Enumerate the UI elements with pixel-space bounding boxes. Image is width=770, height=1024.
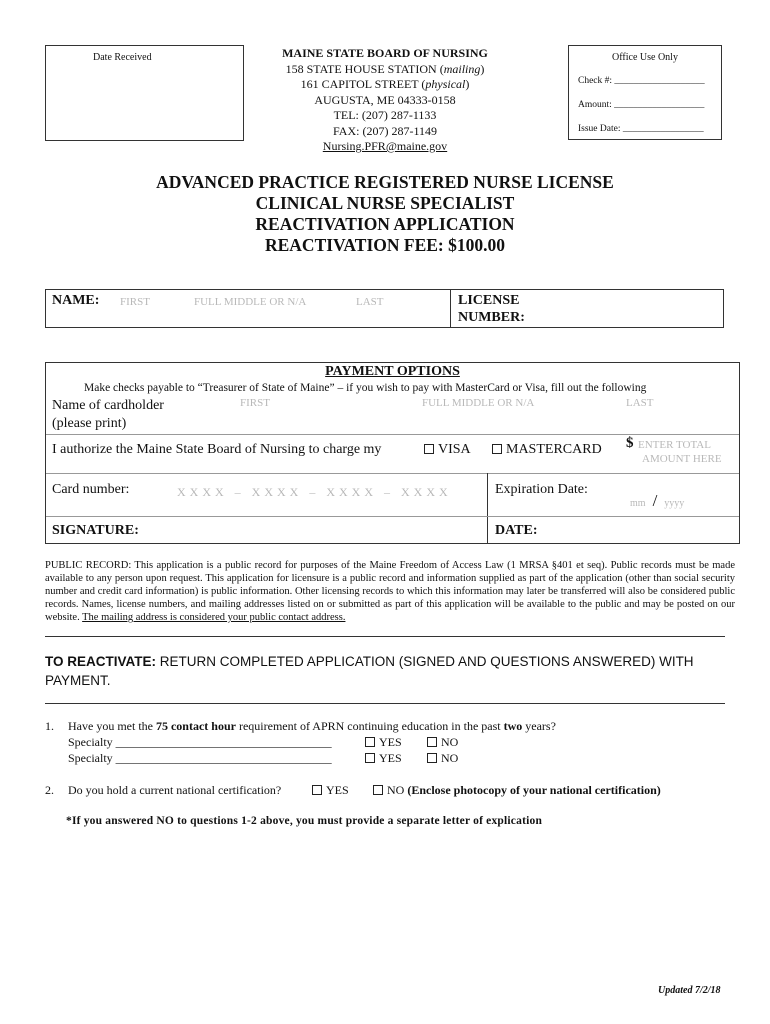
title-line-3: REACTIVATION APPLICATION <box>255 214 515 234</box>
specialty-2-yes-checkbox[interactable]: YES <box>365 751 402 766</box>
divider-top <box>45 636 725 637</box>
reactivation-fee: REACTIVATION FEE: $100.00 <box>264 235 505 255</box>
expiration-label: Expiration Date: <box>495 482 588 497</box>
dollar-sign: $ <box>626 435 634 451</box>
reactivate-instructions: TO REACTIVATE: RETURN COMPLETED APPLICATION (SIGNED AND QUESTIONS ANSWERED) WITH PAYMENT. <box>45 654 694 688</box>
card-number-label: Card number: <box>52 482 130 497</box>
certification-note: (Enclose photocopy of your national certification) <box>407 783 661 797</box>
cardholder-first-input[interactable]: FIRST <box>240 397 270 409</box>
telephone: TEL: (207) 287-1133 <box>333 108 437 122</box>
visa-checkbox-box[interactable] <box>424 444 434 454</box>
license-divider <box>450 290 451 327</box>
question-2-yes-checkbox[interactable]: YES <box>312 783 349 798</box>
title-line-1: ADVANCED PRACTICE REGISTERED NURSE LICENSE <box>156 172 614 192</box>
total-amount-input[interactable]: ENTER TOTAL AMOUNT HERE <box>638 439 722 465</box>
exp-year: yyyy <box>664 498 685 509</box>
address-city: AUGUSTA, ME 04333-0158 <box>314 92 456 107</box>
email-link[interactable]: Nursing.PFR@maine.gov <box>322 139 448 153</box>
office-use-title: Office Use Only <box>612 52 678 63</box>
visa-checkbox[interactable] <box>424 442 471 458</box>
row-divider-1 <box>46 434 739 435</box>
board-name: MAINE STATE BOARD OF NURSING <box>282 46 488 60</box>
payment-instructions: Make checks payable to “Treasurer of State of Maine” – if you wish to pay with MasterCard or Visa, fill out the following <box>84 382 647 394</box>
form-title <box>40 172 730 256</box>
name-label: NAME: <box>52 293 100 308</box>
title-line-2: CLINICAL NURSE SPECIALIST <box>255 193 515 213</box>
specialty-1-input[interactable]: Specialty ____________________________________ <box>68 735 332 749</box>
question-1-number: 1. <box>45 719 54 733</box>
cardholder-middle-input[interactable]: FULL MIDDLE OR N/A <box>422 397 535 409</box>
divider-bottom <box>45 703 725 704</box>
specialty-1-yes-checkbox[interactable]: YES <box>365 735 402 750</box>
expiration-divider <box>487 473 488 543</box>
card-number-input[interactable]: X X X X – X X X X – X X X X – X X X X <box>177 485 449 499</box>
mastercard-checkbox[interactable] <box>492 442 602 458</box>
expiration-date-input[interactable] <box>630 491 684 511</box>
specialty-2-no-checkbox[interactable]: NO <box>427 751 458 766</box>
cardholder-label: Name of cardholder (please print) <box>52 398 164 431</box>
amount-field: Amount: ___________________ <box>578 100 705 110</box>
mastercard-label: MASTERCARD <box>506 442 602 457</box>
question-2-no-checkbox[interactable]: NO (Enclose photocopy of your national certification) <box>373 783 661 798</box>
board-address <box>255 46 515 155</box>
question-1-text: Have you met the 75 contact hour requirement of APRN continuing education in the past two years? <box>68 719 556 733</box>
date-input[interactable] <box>546 519 731 541</box>
cardholder-last-input[interactable]: LAST <box>626 397 654 409</box>
license-number-input[interactable] <box>536 294 716 324</box>
authorize-text: I authorize the Maine State Board of Nursing to charge my <box>52 442 382 457</box>
question-2-number: 2. <box>45 783 54 797</box>
license-number-label: LICENSE NUMBER: <box>458 293 525 325</box>
issue-date-field: Issue Date: _________________ <box>578 124 704 134</box>
name-last-input[interactable]: LAST <box>356 296 384 308</box>
mastercard-checkbox-box[interactable] <box>492 444 502 454</box>
row-divider-3 <box>46 516 739 517</box>
date-label: DATE: <box>495 523 538 538</box>
office-use-box <box>568 45 722 140</box>
visa-label: VISA <box>438 442 471 457</box>
name-first-input[interactable]: FIRST <box>120 296 150 308</box>
exp-slash: / <box>652 491 658 510</box>
footnote: *If you answered NO to questions 1-2 above, you must provide a separate letter of explication <box>66 815 543 827</box>
date-received-box[interactable] <box>45 45 244 141</box>
signature-label: SIGNATURE: <box>52 523 139 538</box>
name-license-box <box>45 289 724 328</box>
date-received-label: Date Received <box>93 52 152 63</box>
public-record-notice: PUBLIC RECORD: This application is a public record for purposes of the Maine Freedom of Access Law (1 MRSA §401 et seq). Public records must be made available to any person upon request. This application for licensure is a public record and information supplied as part of the application (other than social security number and credit card information) is public information. Other licensing records to which this information may later be transferred will also be considered public records. Names, license numbers, and mailing addresses listed on or submitted as part of this application will be available to the public and may be posted on our website. The mailing address is considered your public contact address. <box>45 560 735 623</box>
row-divider-2 <box>46 473 739 474</box>
exp-month: mm <box>630 498 646 509</box>
payment-options-box <box>45 362 740 544</box>
name-middle-input[interactable]: FULL MIDDLE OR N/A <box>194 296 307 308</box>
payment-heading: PAYMENT OPTIONS <box>325 364 460 379</box>
specialty-1-no-checkbox[interactable]: NO <box>427 735 458 750</box>
check-number-field: Check #: ___________________ <box>578 76 705 86</box>
specialty-2-input[interactable]: Specialty ____________________________________ <box>68 751 332 765</box>
signature-input[interactable] <box>156 519 476 541</box>
address-physical: 161 CAPITOL STREET (physical) <box>300 77 470 91</box>
fax: FAX: (207) 287-1149 <box>333 123 437 138</box>
address-mailing: 158 STATE HOUSE STATION (mailing) <box>285 61 485 76</box>
question-2-text: Do you hold a current national certification? <box>68 783 282 797</box>
updated-date: Updated 7/2/18 <box>658 985 721 996</box>
